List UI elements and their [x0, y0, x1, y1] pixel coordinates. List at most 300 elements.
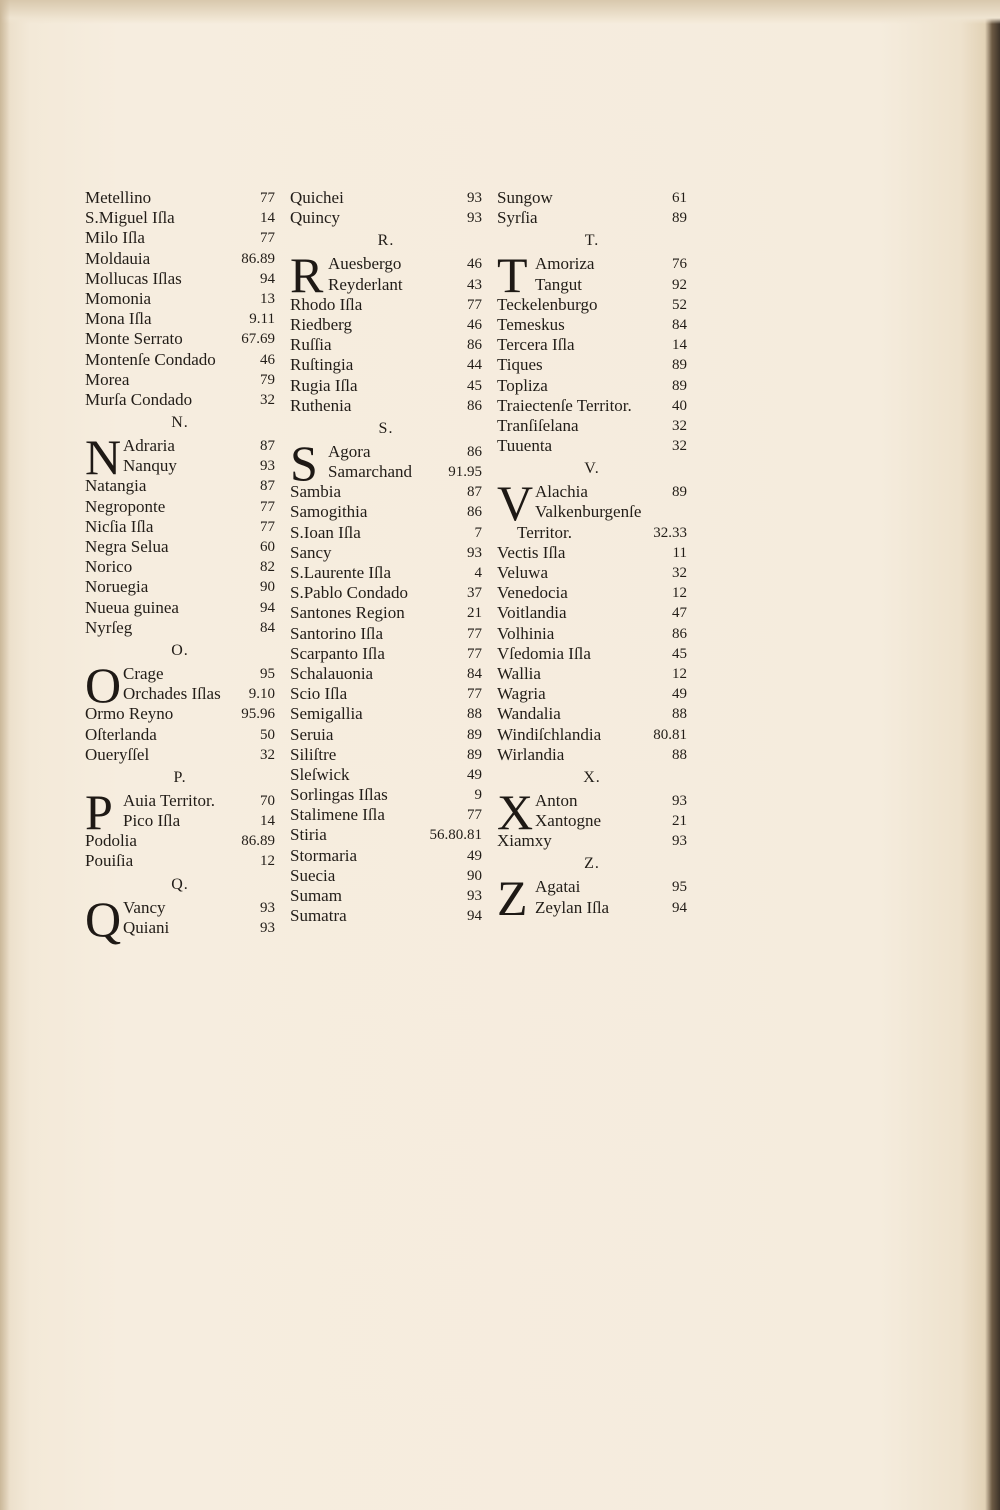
- drop-initial: S: [290, 434, 318, 491]
- entry-term: Samarchand: [328, 462, 413, 482]
- index-entry: [85, 598, 275, 618]
- entry-page: 95.96: [241, 706, 275, 723]
- entry-term: Mona Iſla: [85, 309, 152, 329]
- index-entry: [85, 684, 275, 704]
- entry-term: Wirlandia: [497, 744, 565, 764]
- entry-term: Mollucas Iſlas: [85, 268, 182, 288]
- index-entry: [497, 482, 687, 502]
- index-entry: [290, 376, 482, 396]
- entry-term: Ruſſia: [290, 335, 332, 355]
- entry-term: Anton: [535, 790, 578, 810]
- entry-page: 77: [467, 625, 482, 642]
- entry-term: S.Pablo Condado: [290, 583, 409, 603]
- entry-term: Crage: [123, 663, 164, 683]
- index-entry: [497, 208, 687, 228]
- entry-page: 32.33: [653, 524, 687, 541]
- entry-page: 93: [467, 544, 482, 561]
- entry-page: 93: [260, 919, 275, 936]
- entry-page: 77: [467, 686, 482, 703]
- index-entry: [85, 618, 275, 638]
- entry-term: Santones Region: [290, 603, 405, 623]
- entry-page: 88: [672, 706, 687, 723]
- entry-page: 49: [672, 686, 687, 703]
- entry-page: 86: [672, 625, 687, 642]
- entry-page: 60: [260, 539, 275, 555]
- entry-term: Orchades Iſlas: [123, 684, 221, 704]
- section-heading: V.: [584, 460, 600, 478]
- index-entry: [290, 886, 482, 906]
- entry-term: Syrſia: [497, 208, 538, 228]
- entry-term: Quiani: [123, 917, 170, 937]
- entry-page: 46: [467, 316, 482, 333]
- entry-page: 46: [467, 256, 482, 273]
- entry-page: 86: [467, 443, 482, 460]
- entry-page: 77: [260, 190, 275, 206]
- entry-term: Oueryſſel: [85, 744, 150, 764]
- entry-page: 45: [672, 645, 687, 662]
- index-entry: [290, 906, 482, 926]
- entry-page: 80.81: [653, 726, 687, 743]
- index-entry: [85, 831, 275, 851]
- drop-initial: P: [85, 783, 113, 840]
- entry-term: Moldauia: [85, 248, 151, 268]
- entry-term: Stalimene Iſla: [290, 805, 385, 825]
- index-entry: [497, 355, 687, 375]
- entry-page: 88: [672, 746, 687, 763]
- index-entry: [497, 745, 687, 765]
- entry-page: 86: [467, 337, 482, 354]
- entry-term: Tiques: [497, 355, 543, 375]
- index-entry: [85, 208, 275, 228]
- entry-page: 9.11: [249, 311, 275, 328]
- entry-page: 45: [467, 377, 482, 394]
- entry-page: 12: [260, 853, 275, 870]
- entry-page: 84: [260, 619, 275, 636]
- entry-page: 9.10: [248, 686, 275, 703]
- entry-term: Pouiſia: [85, 851, 134, 871]
- index-entry: [497, 684, 687, 704]
- entry-page: 49: [467, 847, 482, 864]
- entry-term: S.Ioan Iſla: [290, 522, 361, 542]
- entry-page: 43: [467, 276, 482, 293]
- index-entry: [290, 745, 482, 765]
- entry-term: Noruegia: [85, 577, 149, 597]
- entry-page: 89: [672, 484, 687, 501]
- index-entry: [290, 684, 482, 704]
- entry-term: Sancy: [290, 542, 332, 562]
- index-entry: [497, 664, 687, 684]
- entry-term: Vectis Iſla: [497, 542, 566, 562]
- index-entry: [290, 208, 482, 228]
- entry-term: Milo Iſla: [85, 228, 145, 248]
- entry-page: 87: [260, 478, 275, 495]
- entry-page: 4: [474, 565, 482, 581]
- entry-page: 89: [672, 210, 687, 227]
- entry-page: 32: [672, 438, 687, 455]
- entry-page: 95: [672, 879, 687, 896]
- index-entry: [497, 583, 687, 603]
- index-entry: [290, 644, 482, 664]
- index-entry: [85, 476, 275, 496]
- entry-term: Xantogne: [535, 811, 602, 831]
- drop-initial: Z: [497, 870, 528, 927]
- entry-term: S.Laurente Iſla: [290, 563, 392, 582]
- index-entry: [85, 228, 275, 248]
- entry-term: Sungow: [497, 188, 553, 207]
- index-entry: [85, 851, 275, 871]
- entry-page: 89: [467, 726, 482, 743]
- entry-term: Auesbergo: [328, 254, 402, 274]
- entry-page: 14: [672, 337, 687, 354]
- entry-page: 32: [672, 417, 687, 434]
- entry-term: Temeskus: [497, 314, 565, 334]
- index-entry: [290, 523, 482, 543]
- index-entry: [290, 725, 482, 745]
- entry-term: Tercera Iſla: [497, 335, 575, 355]
- entry-page: 14: [260, 813, 275, 830]
- entry-page: 91.95: [448, 464, 482, 481]
- index-entry: [290, 315, 482, 335]
- entry-page: 84: [467, 665, 482, 682]
- entry-term: Schalauonia: [290, 663, 374, 683]
- entry-term: Vancy: [123, 897, 166, 917]
- entry-term: Auia Territor.: [123, 790, 215, 810]
- entry-page: 52: [672, 296, 687, 313]
- index-entry: [290, 396, 482, 416]
- entry-term: Stormaria: [290, 845, 358, 865]
- entry-term: Negroponte: [85, 496, 166, 516]
- index-entry: [290, 295, 482, 315]
- index-entry: [85, 350, 275, 370]
- entry-term: Amoriza: [535, 254, 595, 274]
- index-entry: [85, 725, 275, 745]
- drop-initial: R: [290, 247, 324, 304]
- entry-term: Tranſiſelana: [497, 415, 579, 435]
- entry-page: 14: [260, 210, 275, 227]
- entry-page: 93: [672, 792, 687, 809]
- entry-term: Tuuenta: [497, 436, 553, 456]
- index-entry: [497, 295, 687, 315]
- index-entry: [497, 877, 687, 897]
- entry-term: Wagria: [497, 684, 546, 704]
- entry-term: Sleſwick: [290, 764, 350, 784]
- entry-term: Reyderlant: [328, 274, 403, 294]
- index-entry: [290, 335, 482, 355]
- entry-term: Scarpanto Iſla: [290, 643, 385, 663]
- index-column-1: [85, 188, 275, 947]
- index-entry: [290, 502, 482, 522]
- index-entry: [85, 329, 275, 349]
- entry-page: 12: [672, 585, 687, 602]
- entry-page: 61: [672, 190, 687, 206]
- entry-page: 9: [474, 787, 482, 804]
- page-top-edge: [0, 0, 1000, 24]
- entry-term: Vſedomia Iſla: [497, 643, 591, 663]
- index-entry: [290, 624, 482, 644]
- entry-page: 44: [467, 357, 482, 374]
- index-entry: [290, 603, 482, 623]
- entry-term: Wandalia: [497, 704, 561, 724]
- index-entry: [85, 704, 275, 724]
- entry-page: 87: [260, 438, 275, 455]
- entry-term: Nanquy: [123, 456, 177, 476]
- entry-term: Podolia: [85, 831, 137, 851]
- index-entry: [85, 664, 275, 684]
- index-entry: [85, 791, 275, 811]
- entry-page: 93: [467, 190, 482, 206]
- index-entry: [290, 805, 482, 825]
- index-entry: [85, 497, 275, 517]
- entry-term: Quichei: [290, 188, 344, 207]
- section-z: [497, 870, 687, 927]
- index-entry: [290, 275, 482, 295]
- entry-term: Alachia: [535, 482, 588, 502]
- section-heading: Z.: [584, 855, 600, 873]
- entry-term: S.Miguel Iſla: [85, 208, 175, 228]
- index-entry: [85, 269, 275, 289]
- entry-page: 67.69: [241, 331, 275, 348]
- index-entry: [290, 583, 482, 603]
- entry-term: Suecia: [290, 865, 336, 885]
- entry-page: 77: [260, 498, 275, 515]
- index-entry: [85, 309, 275, 329]
- entry-page: 46: [260, 351, 275, 368]
- index-entry: [497, 811, 687, 831]
- entry-term: Sumatra: [290, 906, 347, 926]
- index-entry: [497, 543, 687, 563]
- entry-page: 77: [467, 807, 482, 824]
- entry-page: 7: [474, 524, 482, 541]
- entry-page: 11: [672, 544, 687, 561]
- entry-term: Rugia Iſla: [290, 375, 358, 395]
- section-q: [85, 890, 275, 947]
- entry-term: Samogithia: [290, 502, 368, 522]
- entry-term: Zeylan Iſla: [535, 897, 610, 917]
- index-entry: [497, 791, 687, 811]
- entry-term: Seruia: [290, 724, 334, 744]
- entry-term: Norico: [85, 557, 133, 577]
- entry-page: 94: [260, 599, 275, 616]
- entry-page: 95: [260, 665, 275, 682]
- index-column-2: [290, 188, 482, 926]
- entry-page: 87: [467, 484, 482, 501]
- index-entry: [290, 355, 482, 375]
- index-entry: [497, 563, 687, 583]
- index-entry: [85, 577, 275, 597]
- index-entry: [290, 563, 482, 583]
- section-heading: S.: [378, 419, 394, 437]
- index-entry: [290, 664, 482, 684]
- entry-page: 89: [672, 357, 687, 374]
- entry-term: Negra Selua: [85, 537, 169, 556]
- index-entry: [497, 188, 687, 208]
- index-entry: [497, 704, 687, 724]
- entry-term: Nueua guinea: [85, 597, 179, 617]
- entry-page: 77: [260, 230, 275, 247]
- index-entry: [497, 416, 687, 436]
- entry-page: 90: [467, 867, 482, 884]
- entry-term: Riedberg: [290, 314, 353, 334]
- entry-term: Valkenburgenſe: [535, 502, 642, 522]
- index-entry: [85, 370, 275, 390]
- entry-page: 86: [467, 504, 482, 521]
- index-entry: [497, 898, 687, 918]
- index-entry: [85, 517, 275, 537]
- index-entry: [85, 811, 275, 831]
- entry-term: Veluwa: [497, 563, 548, 582]
- index-entry: [290, 846, 482, 866]
- index-entry: [290, 825, 482, 845]
- index-entry: [290, 866, 482, 886]
- section-heading: T.: [584, 232, 600, 250]
- index-entry: [497, 644, 687, 664]
- entry-page: 94: [260, 270, 275, 287]
- index-entry: [497, 603, 687, 623]
- index-entry: [497, 376, 687, 396]
- index-entry: [85, 436, 275, 456]
- entry-page: 76: [672, 256, 687, 273]
- index-entry: [290, 254, 482, 274]
- entry-page: 49: [467, 766, 482, 783]
- entry-term: Monte Serrato: [85, 329, 183, 349]
- entry-page: 21: [672, 813, 687, 830]
- entry-page: 77: [260, 518, 275, 535]
- entry-term: Nicſia Iſla: [85, 516, 154, 536]
- section-heading: R.: [377, 232, 395, 250]
- section-x: [497, 783, 687, 840]
- entry-term: Ruſtingia: [290, 355, 354, 375]
- index-entry: [290, 442, 482, 462]
- entry-page: 40: [672, 397, 687, 414]
- entry-page: 93: [260, 458, 275, 475]
- entry-page: 79: [260, 371, 275, 388]
- entry-term: Topliza: [497, 375, 548, 395]
- entry-page: 77: [467, 645, 482, 662]
- index-entry: [497, 436, 687, 456]
- drop-initial: O: [85, 656, 122, 713]
- index-entry: [290, 785, 482, 805]
- entry-term: Sumam: [290, 886, 342, 905]
- section-s: [290, 434, 482, 491]
- index-entry: [497, 275, 687, 295]
- entry-page: 82: [260, 559, 275, 576]
- drop-initial: T: [497, 247, 528, 304]
- entry-page: 47: [672, 605, 687, 622]
- section-o: [85, 656, 275, 713]
- entry-page: 86.89: [241, 250, 275, 267]
- entry-page: 70: [260, 792, 275, 809]
- drop-initial: X: [497, 783, 534, 840]
- index-entry: [85, 390, 275, 410]
- index-entry: [85, 537, 275, 557]
- m-entries: [85, 188, 275, 410]
- entry-term: Natangia: [85, 476, 147, 496]
- index-entry: [85, 188, 275, 208]
- section-heading: X.: [583, 768, 601, 786]
- entry-term: Wallia: [497, 663, 541, 683]
- index-entry: [290, 482, 482, 502]
- index-entry: [497, 254, 687, 274]
- index-entry: [85, 898, 275, 918]
- index-entry: [290, 543, 482, 563]
- entry-page: 93: [467, 210, 482, 227]
- entry-term: Sorlingas Iſlas: [290, 785, 388, 805]
- entry-page: 21: [467, 605, 482, 622]
- entry-term: Ormo Reyno: [85, 704, 174, 724]
- index-entry: [290, 188, 482, 208]
- entry-term: Agora: [328, 441, 371, 461]
- entry-term: Santorino Iſla: [290, 623, 384, 643]
- entry-term: Ruthenia: [290, 395, 352, 415]
- index-entry-continuation: [497, 523, 687, 543]
- entry-page: 37: [467, 585, 482, 602]
- entry-term: Murſa Condado: [85, 389, 193, 409]
- entry-term: Adraria: [123, 436, 175, 456]
- entry-page: 50: [260, 726, 275, 743]
- index-entry: [497, 502, 687, 522]
- index-entry: [497, 315, 687, 335]
- entry-term: Tangut: [535, 274, 582, 294]
- entry-page: 90: [260, 579, 275, 596]
- entry-term: Rhodo Iſla: [290, 294, 363, 314]
- entry-term: Voitlandia: [497, 603, 567, 623]
- entry-page: 32: [260, 391, 275, 408]
- entry-page: 93: [672, 833, 687, 850]
- index-entry: [85, 745, 275, 765]
- entry-page: 77: [467, 296, 482, 313]
- index-entry: [85, 557, 275, 577]
- entry-term: Xiamxy: [497, 831, 552, 851]
- entry-page: 94: [467, 908, 482, 925]
- entry-term: Traiectenſe Territor.: [497, 395, 632, 415]
- index-entry: [497, 725, 687, 745]
- entry-page: 89: [672, 377, 687, 394]
- drop-initial: N: [85, 429, 122, 486]
- entry-term: Morea: [85, 369, 130, 389]
- entry-term: Windiſchlandia: [497, 724, 602, 744]
- entry-term: Semigallia: [290, 704, 363, 724]
- entry-term: Metellino: [85, 188, 152, 207]
- entry-term: Volhinia: [497, 623, 555, 643]
- entry-term: Siliſtre: [290, 744, 337, 764]
- index-entry: [497, 624, 687, 644]
- page-gutter-shadow: [0, 0, 10, 1510]
- section-heading: N.: [171, 414, 189, 432]
- index-entry: [497, 396, 687, 416]
- index-entry: [85, 249, 275, 269]
- entry-term: Stiria: [290, 825, 327, 845]
- entry-term: Quincy: [290, 208, 341, 228]
- entry-page: 94: [672, 899, 687, 916]
- entry-page: 86.89: [241, 833, 275, 850]
- entry-term: Pico Iſla: [123, 811, 181, 831]
- index-entry: [85, 289, 275, 309]
- index-entry: [290, 765, 482, 785]
- drop-initial: Q: [85, 890, 122, 947]
- index-entry: [290, 704, 482, 724]
- entry-page: 88: [467, 706, 482, 723]
- entry-term: Nyrſeg: [85, 617, 133, 637]
- entry-page: 93: [467, 888, 482, 904]
- section-p: [85, 783, 275, 840]
- entry-term: Teckelenburgo: [497, 294, 598, 314]
- entry-term: Scio Iſla: [290, 684, 348, 704]
- section-heading: P.: [173, 768, 187, 786]
- entry-page: 84: [672, 316, 687, 333]
- index-entry: [85, 456, 275, 476]
- index-entry: [85, 918, 275, 938]
- section-heading: O.: [171, 641, 189, 659]
